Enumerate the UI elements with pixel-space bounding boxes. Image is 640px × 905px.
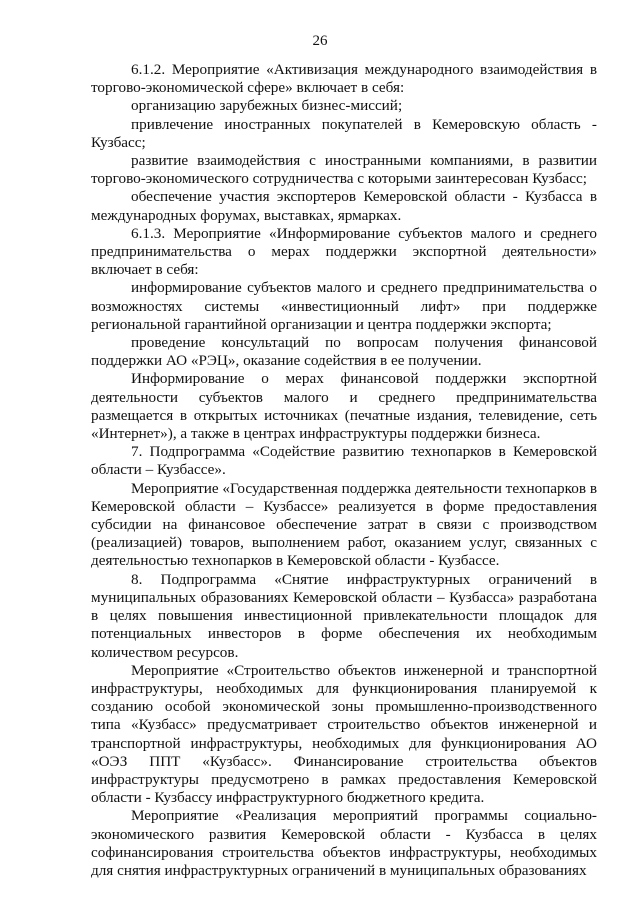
list-item-consultations: проведение консультаций по вопросам получения финансовой поддержки АО «РЭЦ», оказание содействия в ее получении.: [91, 334, 597, 370]
paragraph-infrastructure-construction: Мероприятие «Строительство объектов инженерной и транспортной инфраструктуры, необходимых для функционирования планируемой к созданию особой экономической зоны промышленно-производственного типа «Кузбасс» предусматривает строительство объектов инженерной и транспортной инфраструктуры, необходимых для функционирования АО «ОЭЗ ППТ «Кузбасс». Финансирование строительства объектов инфраструктуры предусмотрено в рамках предоставления Кемеровской области - Кузбассу инфраструктурного бюджетного кредита.: [91, 661, 597, 807]
list-item-foreign-buyers: привлечение иностранных покупателей в Кемеровскую область - Кузбасс;: [91, 115, 597, 151]
list-item-foreign-companies: развитие взаимодействия с иностранными компаниями, в развитии торгово-экономического сотрудничества с которыми заинтересован Кузбасс;: [91, 152, 597, 188]
paragraph-technoparks-support: Мероприятие «Государственная поддержка деятельности технопарков в Кемеровской области – Кузбассе» реализуется в форме предоставления субсидии на финансовое обеспечение затрат в связи с производством (реализацией) товаров, выполнением работ, оказанием услуг, связанных с деятельностью технопарков в Кемеровской области - Кузбассе.: [91, 479, 597, 570]
list-item-investment-lift: информирование субъектов малого и среднего предпринимательства о возможностях системы «инвестиционный лифт» при поддержке региональной гарантийной организации и центра поддержки экспорта;: [91, 279, 597, 333]
paragraph-informing: Информирование о мерах финансовой поддержки экспортной деятельности субъектов малого и среднего предпринимательства размещается в открытых источниках (печатные издания, телевидение, сеть «Интернет»), а также в центрах инфраструктуры поддержки бизнеса.: [91, 370, 597, 443]
paragraph-6-1-2: 6.1.2. Мероприятие «Активизация международного взаимодействия в торгово-экономической сфере» включает в себя:: [91, 61, 597, 97]
paragraph-subprogram-7: 7. Подпрограмма «Содействие развитию технопарков в Кемеровской области – Кузбассе».: [91, 443, 597, 479]
list-item-business-missions: организацию зарубежных бизнес-миссий;: [131, 97, 403, 115]
paragraph-socioeconomic-program: Мероприятие «Реализация мероприятий программы социально-экономического развития Кемеровской области - Кузбасса в целях софинансирования строительства объектов инфраструктуры, необходимых для снятия инфраструктурных ограничений в муниципальных образованиях: [91, 807, 597, 879]
paragraph-6-1-3: 6.1.3. Мероприятие «Информирование субъектов малого и среднего предпринимательства о мерах поддержки экспортной деятельности» включает в себя:: [91, 224, 597, 279]
list-item-exporters-participation: обеспечение участия экспортеров Кемеровской области - Кузбасса в международных форумах, выставках, ярмарках.: [91, 188, 597, 224]
paragraph-subprogram-8: 8. Подпрограмма «Снятие инфраструктурных ограничений в муниципальных образованиях Кемеровской области – Кузбасса» разработана в целях повышения инвестиционной привлекательности площадок для потенциальных инвесторов в форме обеспечения их необходимым количеством ресурсов.: [91, 570, 597, 661]
page-number: 26: [312, 33, 328, 49]
document-body: [91, 61, 597, 880]
